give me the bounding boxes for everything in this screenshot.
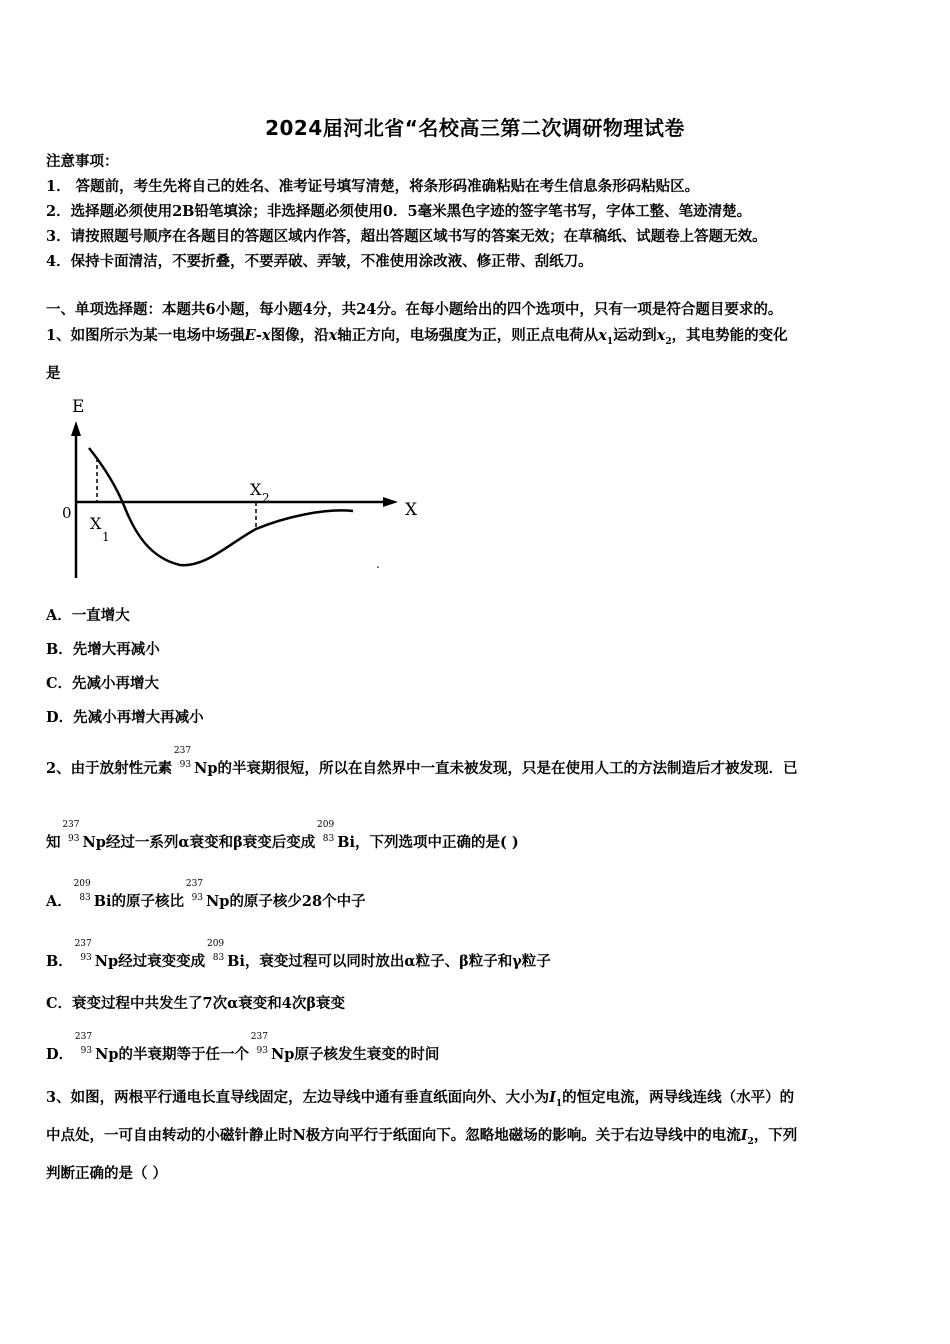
notice-item-4: 4．保持卡面清洁，不要折叠，不要弄破、弄皱，不准使用涂改液、修正带、刮纸刀。 — [46, 253, 593, 270]
np-isotope: 237 93 — [173, 746, 192, 770]
bi-isotope: 209 83 — [317, 820, 335, 844]
q2-option-c[interactable]: C．衰变过程中共发生了7次α衰变和4次β衰变 — [46, 995, 346, 1012]
q2-stem: 2、由于放射性元素 237 93 Np的半衰期很短，所以在自然界中一直未被发现，只是在使用人工的方法制造后才被发现．已 — [46, 746, 798, 777]
field-curve — [89, 448, 353, 565]
e-x-graph — [55, 388, 435, 593]
q1-option-b[interactable]: B．先增大再减小 — [46, 641, 160, 658]
x2-sub: 2 — [262, 491, 270, 505]
q1-option-c[interactable]: C．先减小再增大 — [46, 675, 160, 692]
q3-stem-line2: 中点处，一可自由转动的小磁针静止时N极方向平行于纸面向下。忽略地磁场的影响。关于右边导线中的电流$I_2$，下列 — [46, 1127, 798, 1147]
x1-sub: 1 — [102, 530, 110, 544]
q1-option-d[interactable]: D．先减小再增大再减小 — [46, 709, 204, 726]
graph-dot: . — [376, 557, 380, 571]
q2-option-a[interactable]: A． 209 83 Bi的原子核比 237 93 Np的原子核少28个中子 — [46, 879, 366, 910]
q2-option-d[interactable]: D． 237 93 Np的半衰期等于任一个 237 93 Np原子核发生衰变的时间 — [46, 1032, 440, 1063]
q3-stem-line1: 3、如图，两根平行通电长直导线固定，左边导线中通有垂直纸面向外、大小为$I_1$的恒定电流，两导线连线（水平）的 — [46, 1089, 795, 1109]
x-axis-label: X — [405, 500, 418, 520]
e-axis-label: E — [72, 397, 85, 417]
q2-option-b[interactable]: B． 237 93 Np经过衰变变成 209 83 Bi，衰变过程可以同时放出α粒子、β粒子和γ粒子 — [46, 939, 551, 970]
q1-option-a[interactable]: A．一直增大 — [46, 607, 130, 624]
x2-label: X — [250, 480, 262, 499]
notice-item-3: 3．请按照题号顺序在各题目的答题区域内作答，超出答题区域书写的答案无效；在草稿纸、试题卷上答题无效。 — [46, 228, 767, 245]
x-axis-arrow — [383, 497, 398, 507]
notice-heading: 注意事项： — [46, 153, 119, 170]
e-axis-arrow — [71, 421, 81, 436]
notice-item-2: 2．选择题必须使用2B铅笔填涂；非选择题必须使用0．5毫米黑色字迹的签字笔书写，字体工整、笔迹清楚。 — [46, 203, 752, 220]
origin-label: 0 — [62, 504, 72, 522]
page-title: 2024届河北省“名校高三第二次调研物理试卷 — [265, 116, 685, 140]
q2-stem-line2: 知 237 93 Np经过一系列α衰变和β衰变后变成 209 83 Bi，下列选项中正确的是( ) — [46, 820, 519, 851]
q1-stem: 1、如图所示为某一电场中场强E-x图像，沿x轴正方向，电场强度为正，则正点电荷从$x_1$运动到$x_2$，其电势能的变化 — [46, 327, 788, 347]
x1-label: X — [90, 514, 102, 533]
q3-stem-line3: 判断正确的是（ ） — [46, 1165, 168, 1182]
notice-item-1: 1． 答题前，考生先将自己的姓名、准考证号填写清楚，将条形码准确粘贴在考生信息条形码粘贴区。 — [46, 178, 700, 195]
section-heading: 一、单项选择题：本题共6小题，每小题4分，共24分。在每小题给出的四个选项中，只有一项是符合题目要求的。 — [46, 301, 783, 318]
q1-stem-line2: 是 — [46, 365, 61, 382]
